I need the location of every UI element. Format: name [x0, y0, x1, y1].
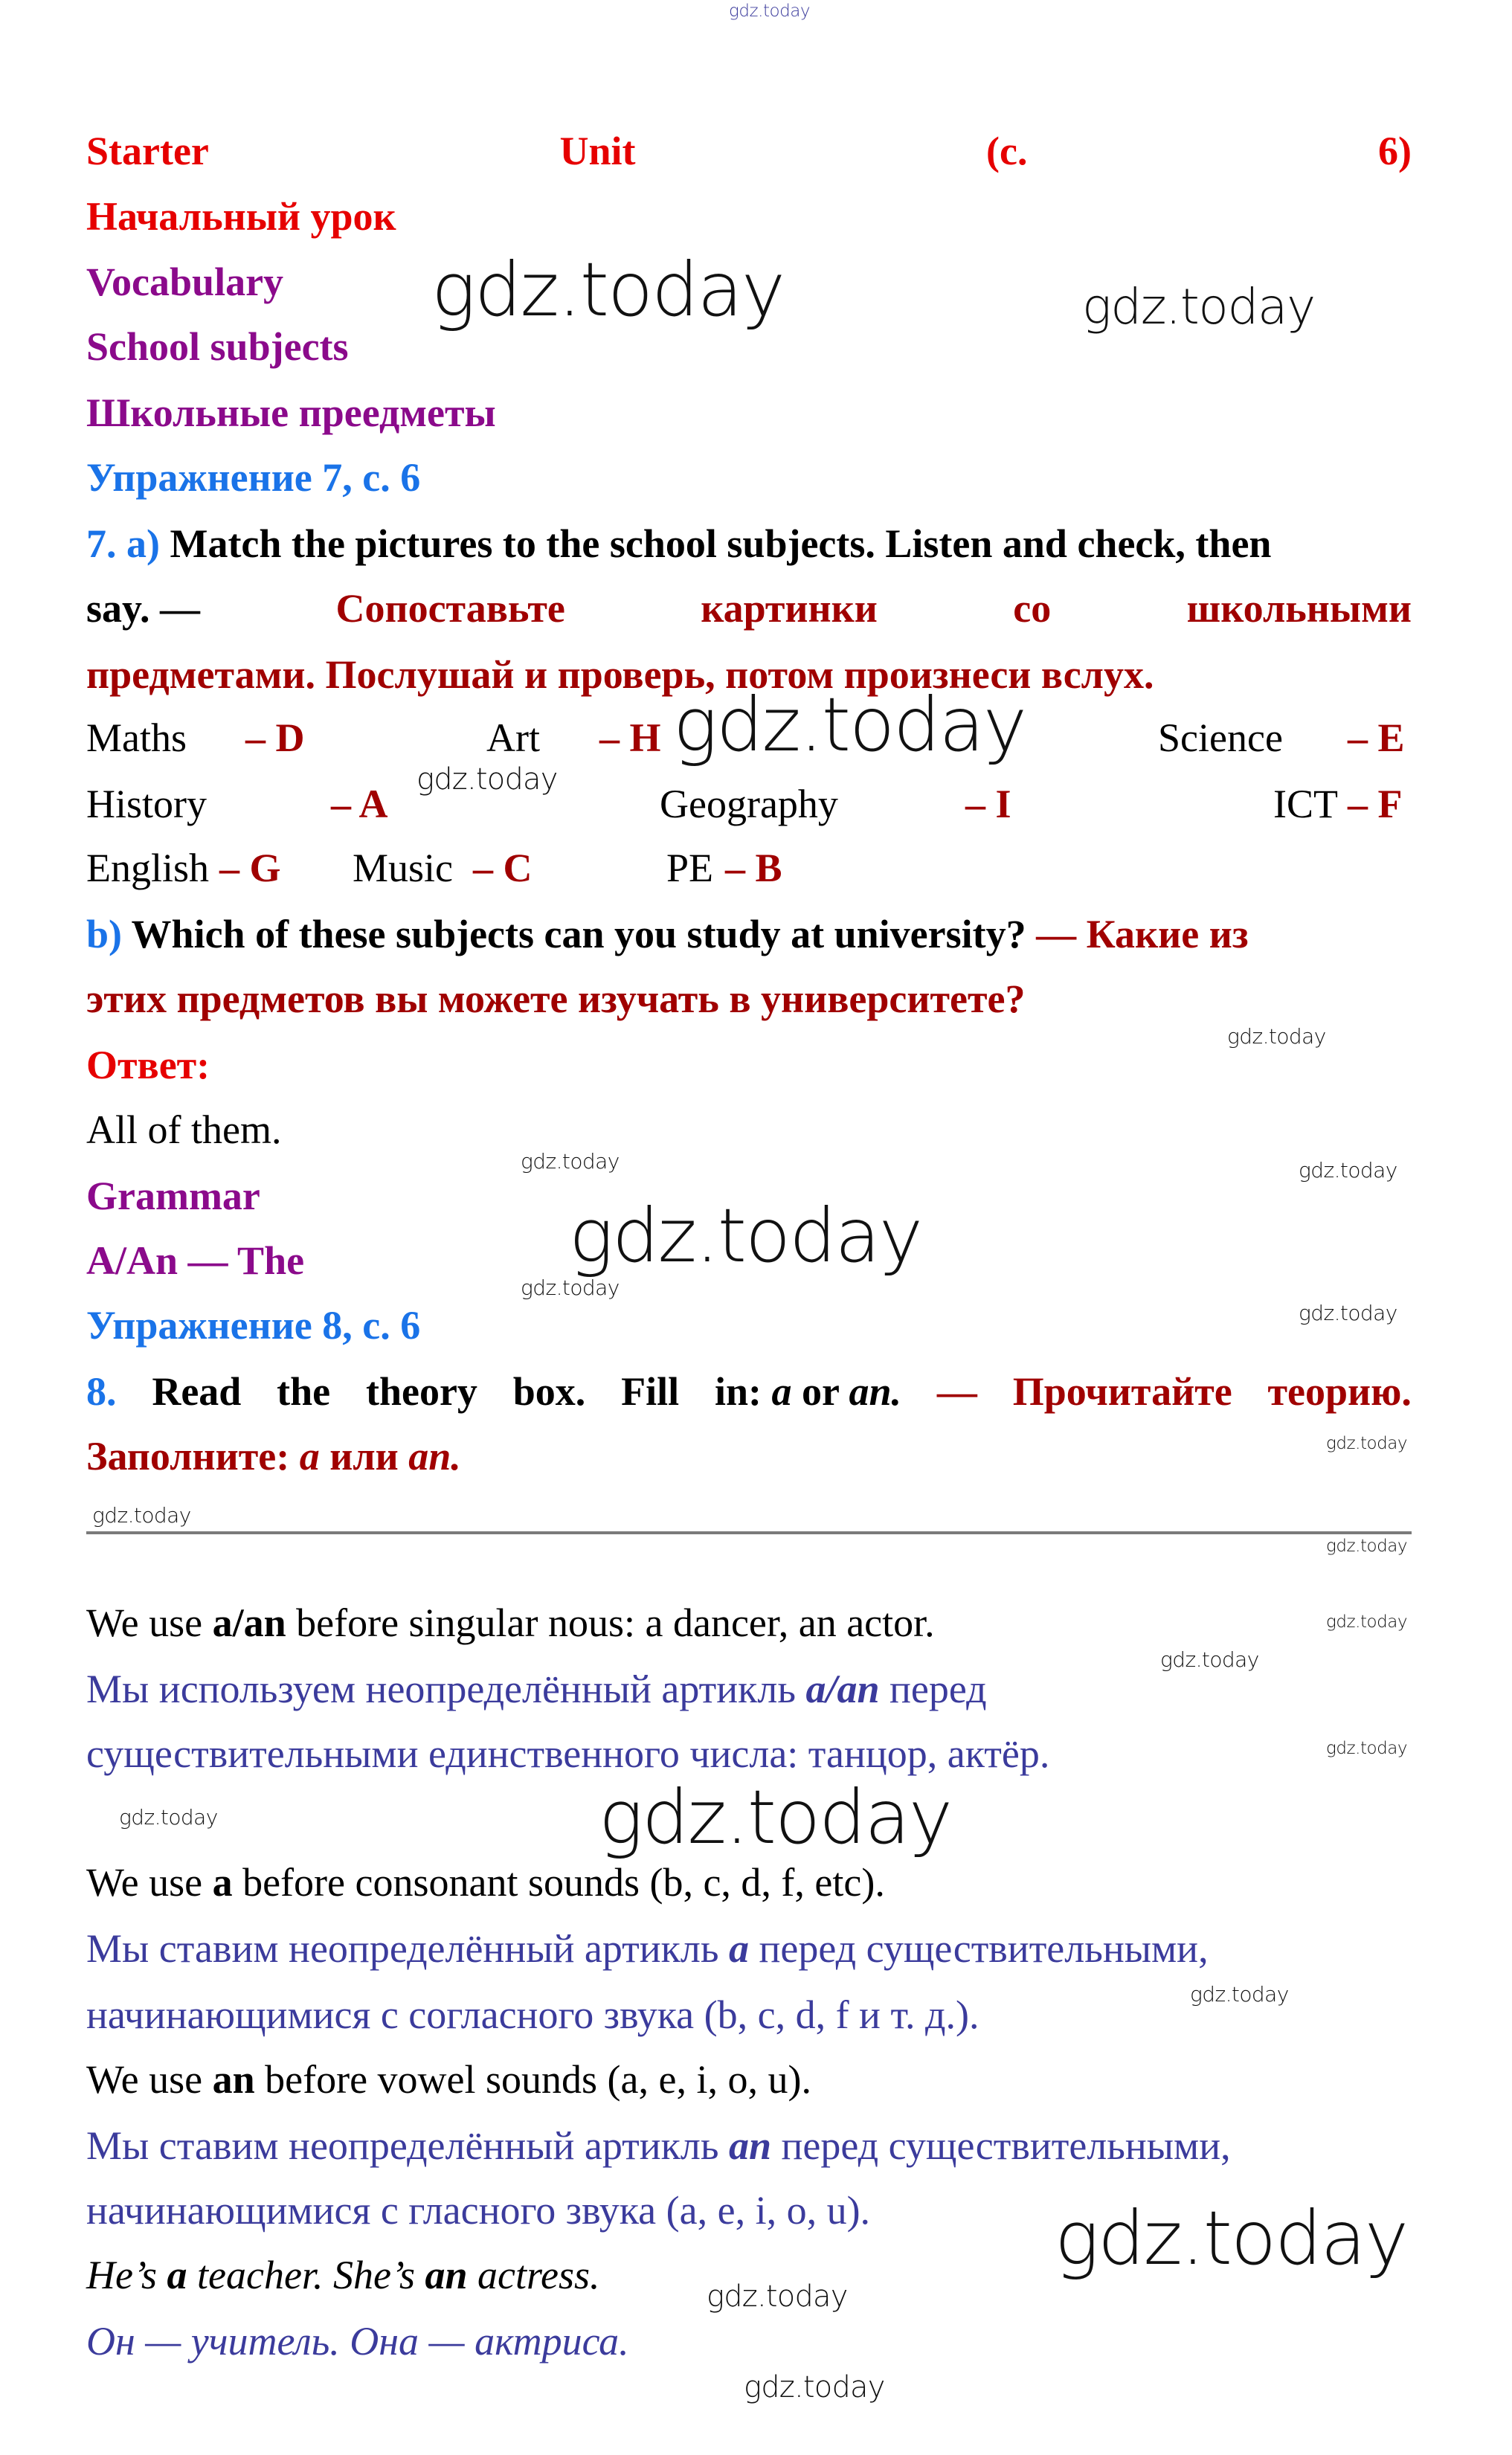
match-row — [0, 779, 1512, 828]
exercise-8-instruction — [86, 1367, 1412, 1416]
watermark: gdz.today — [1326, 1434, 1408, 1453]
text-bold: a — [728, 1926, 749, 1971]
lesson-title-ru: Начальный урок — [86, 194, 396, 239]
text-bold: a/an — [805, 1667, 880, 1711]
instruction-word: in: — [714, 1369, 762, 1414]
header-word: Unit — [559, 129, 636, 173]
instruction-ru — [86, 1432, 1412, 1481]
subject: Science — [1158, 715, 1283, 760]
exercise-7a-instruction — [86, 519, 1412, 568]
text: before singular nous: a dancer, an actor. — [286, 1600, 935, 1645]
match-letter: – H — [599, 715, 661, 760]
instruction-ru-word: Прочитайте — [1012, 1369, 1232, 1414]
watermark: gdz.today — [431, 246, 785, 333]
subject: History — [86, 782, 207, 826]
grammar-topic: A/An — The — [86, 1238, 305, 1283]
example-ru: Он — учитель. Она — актриса. — [86, 2319, 629, 2364]
watermark: gdz.today — [744, 2370, 885, 2404]
text: Мы ставим неопределённый артикль — [86, 1926, 729, 1971]
exercise-7-title: Упражнение 7, с. 6 — [86, 455, 421, 500]
instruction-word: or — [801, 1369, 839, 1414]
watermark: gdz.today — [119, 1805, 218, 1830]
match-letter: – C — [473, 846, 533, 890]
text: teacher. She’s — [187, 2253, 425, 2297]
text-bold: a — [212, 1860, 233, 1905]
exercise-number: b) — [86, 912, 123, 956]
instruction-ru-word: a — [299, 1434, 320, 1479]
text: We use — [86, 2057, 213, 2102]
text: We use — [86, 1860, 213, 1905]
text: before consonant sounds (b, c, d, f, etc). — [232, 1860, 885, 1905]
divider — [86, 1531, 1412, 1534]
match-letter: – F — [1348, 782, 1403, 826]
theory-rule-en — [86, 1598, 1412, 1647]
section-school-subjects: School subjects — [86, 324, 349, 369]
watermark: gdz.today — [92, 1503, 191, 1528]
watermark: gdz.today — [1190, 1982, 1289, 2007]
exercise-number: 7. a) — [86, 521, 160, 566]
text: перед существительными, — [748, 1926, 1209, 1971]
text: Мы используем неопределённый артикль — [86, 1667, 806, 1711]
section-grammar: Grammar — [86, 1174, 260, 1218]
instruction-word: Read — [152, 1369, 242, 1414]
exercise-7a-instruction-line2 — [86, 584, 1412, 633]
header-word: (c. — [986, 129, 1028, 173]
instruction-ru: — Какие из — [1036, 912, 1249, 956]
instruction-ru-word: со — [1013, 586, 1052, 631]
match-letter: – I — [965, 782, 1011, 826]
theory-rule-ru: существительными единственного числа: танцор, актёр. — [86, 1731, 1050, 1776]
instruction-en: Which of these subjects can you study at university? — [131, 912, 1026, 956]
answer-label: Ответ: — [86, 1043, 210, 1087]
instruction-ru-word: теорию. — [1267, 1369, 1412, 1414]
section-vocabulary: Vocabulary — [86, 260, 284, 304]
theory-rule-ru: начинающимися с согласного звука (b, c, d, f и т. д.). — [86, 1992, 979, 2037]
text-bold: an — [425, 2253, 468, 2297]
subject: Music — [353, 846, 453, 890]
unit-header — [86, 126, 1412, 176]
instruction-word: a — [771, 1369, 792, 1414]
instruction-word: the — [277, 1369, 331, 1414]
watermark: gdz.today — [1160, 1647, 1259, 1672]
subject: ICT — [1273, 782, 1338, 826]
watermark: gdz.today — [569, 1192, 922, 1279]
instruction-word: box. — [512, 1369, 586, 1414]
watermark: gdz.today — [1299, 1301, 1397, 1325]
instruction-en: say. — — [86, 586, 201, 631]
watermark: gdz.today — [1326, 1612, 1408, 1632]
watermark: gdz.today — [1082, 278, 1315, 335]
text-bold: a/an — [212, 1600, 286, 1645]
instruction-ru-word: Заполните: — [86, 1434, 290, 1479]
match-letter: – B — [725, 846, 782, 890]
match-row — [0, 843, 1512, 892]
header-word: 6) — [1378, 129, 1412, 173]
theory-rule-en — [86, 1858, 1412, 1907]
text: He’s — [86, 2253, 167, 2297]
watermark: gdz.today — [521, 1149, 620, 1174]
watermark: gdz.today — [1326, 1537, 1408, 1556]
subject: Maths — [86, 715, 187, 760]
theory-rule-ru: начинающимися с гласного звука (a, e, i, o, u). — [86, 2188, 871, 2233]
instruction-word: an. — [849, 1369, 902, 1414]
section-school-subjects-ru: Школьные преедметы — [86, 390, 496, 435]
text: перед существительными, — [771, 2123, 1231, 2168]
instruction-ru-word: an. — [408, 1434, 461, 1479]
text-bold: a — [167, 2253, 187, 2297]
instruction-ru-word: или — [329, 1434, 399, 1479]
instruction-ru: предметами. Послушай и проверь, потом произнеси вслух. — [86, 652, 1154, 697]
text: before vowel sounds (a, e, i, o, u). — [254, 2057, 811, 2102]
subject: Geography — [660, 782, 838, 826]
watermark: gdz.today — [1227, 1024, 1326, 1049]
text: Мы ставим неопределённый артикль — [86, 2123, 729, 2168]
watermark: gdz.today — [729, 1, 811, 21]
instruction-ru-word: картинки — [701, 586, 878, 631]
exercise-8-title: Упражнение 8, с. 6 — [86, 1303, 421, 1348]
instruction-word: theory — [365, 1369, 477, 1414]
instruction-ru-word: школьными — [1186, 586, 1412, 631]
instruction-en: Match the pictures to the school subjects. Listen and check, then — [170, 521, 1272, 566]
answer-text: All of them. — [86, 1107, 282, 1152]
watermark: gdz.today — [673, 681, 1026, 768]
watermark: gdz.today — [707, 2279, 848, 2314]
watermark: gdz.today — [1326, 1739, 1408, 1758]
text-bold: an — [212, 2057, 255, 2102]
instruction-word: Fill — [621, 1369, 680, 1414]
exercise-number: 8. — [86, 1369, 117, 1414]
text-bold: an — [728, 2123, 772, 2168]
theory-rule-ru — [86, 1924, 1412, 1973]
match-letter: – E — [1348, 715, 1405, 760]
theory-rule-ru — [86, 2121, 1412, 2170]
subject: PE — [666, 846, 714, 890]
watermark: gdz.today — [1055, 2195, 1408, 2282]
exercise-7b-instruction — [86, 910, 1412, 959]
instruction-ru-word: Сопоставьте — [335, 586, 565, 631]
header-word: Starter — [86, 129, 209, 173]
text: actress. — [467, 2253, 600, 2297]
watermark: gdz.today — [599, 1774, 952, 1861]
match-letter: – D — [245, 715, 305, 760]
text: перед — [879, 1667, 987, 1711]
instruction-dash: — — [936, 1369, 977, 1414]
text: We use — [86, 1600, 213, 1645]
subject: English — [86, 846, 210, 890]
theory-rule-en — [86, 2055, 1412, 2104]
instruction-ru: этих предметов вы можете изучать в университете? — [86, 976, 1026, 1021]
watermark: gdz.today — [521, 1275, 620, 1300]
subject: Art — [486, 715, 540, 760]
watermark: gdz.today — [416, 762, 558, 797]
match-letter: – G — [219, 846, 281, 890]
match-letter: – A — [331, 782, 388, 826]
watermark: gdz.today — [1299, 1158, 1397, 1183]
